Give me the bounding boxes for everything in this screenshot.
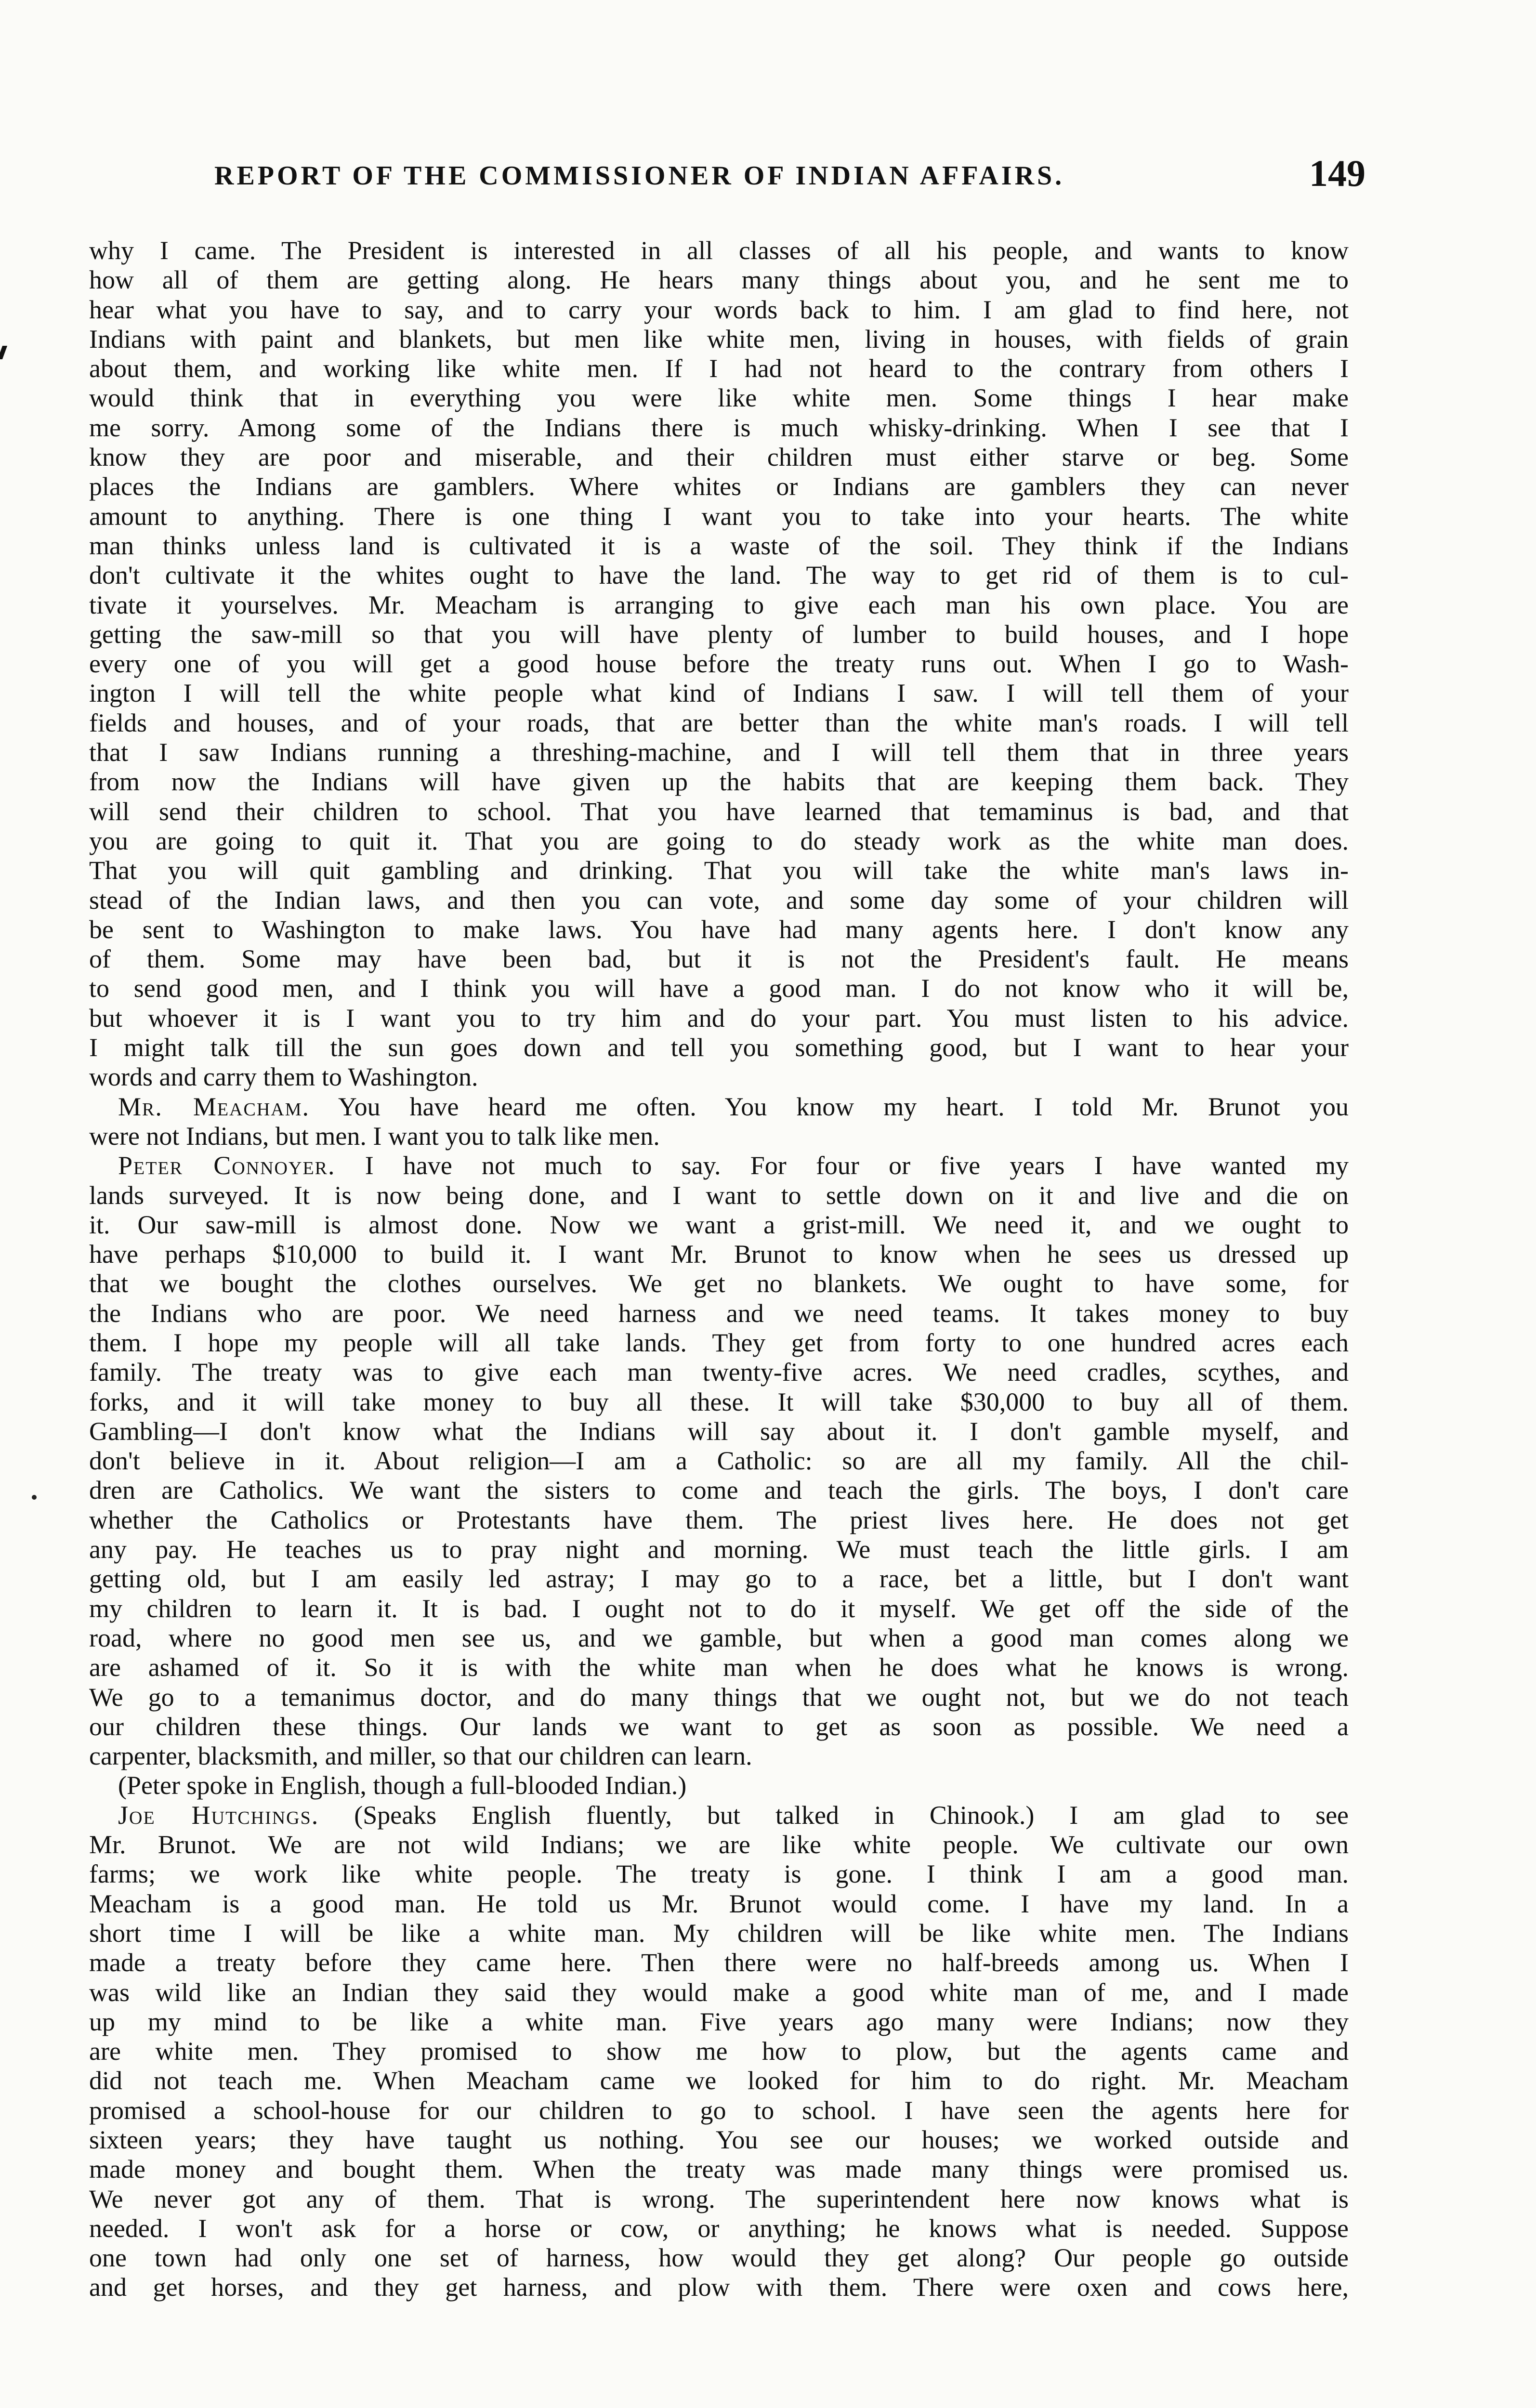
speaker-name: Mr. Meacham. <box>118 1092 310 1121</box>
text-line: promised a school-house for our children to go to school. I have seen the agents here for <box>89 2095 1349 2125</box>
text-line: stead of the Indian laws, and then you can vote, and some day some of your children will <box>89 885 1349 915</box>
text-line: don't cultivate it the whites ought to have the land. The way to get rid of them is to cul- <box>89 561 1349 590</box>
speech-meacham <box>89 1092 1349 1122</box>
text-line: would think that in everything you were like white men. Some things I hear make <box>89 383 1349 413</box>
text-line: any pay. He teaches us to pray night and morning. We must teach the little girls. I am <box>89 1535 1349 1564</box>
text-line: from now the Indians will have given up the habits that are keeping them back. They <box>89 767 1349 797</box>
speech-connoyer <box>89 1151 1349 1180</box>
text-line: sixteen years; they have taught us nothing. You see our houses; we worked outside and <box>89 2125 1349 2154</box>
text-line: every one of you will get a good house before the treaty runs out. When I go to Wash- <box>89 649 1349 679</box>
text-line: family. The treaty was to give each man twenty-five acres. We need cradles, scythes, and <box>89 1358 1349 1387</box>
speaker-name: Joe Hutchings. <box>118 1800 319 1830</box>
text-line: That you will quit gambling and drinking. That you will take the white man's laws in- <box>89 856 1349 885</box>
page-number: 149 <box>1309 152 1365 194</box>
text-line: and get horses, and they get harness, and plow with them. There were oxen and cows here, <box>89 2273 1349 2302</box>
text-line: have perhaps $10,000 to build it. I want Mr. Brunot to know when he sees us dressed up <box>89 1240 1349 1269</box>
text-line: Mr. Brunot. We are not wild Indians; we are like white people. We cultivate our own <box>89 1830 1349 1859</box>
text-line: lands surveyed. It is now being done, and I want to settle down on it and live and die on <box>89 1180 1349 1210</box>
text-line: tivate it yourselves. Mr. Meacham is arranging to give each man his own place. You are <box>89 590 1349 619</box>
text-line: are white men. They promised to show me how to plow, but the agents came and <box>89 2037 1349 2066</box>
text-line: Gambling—I don't know what the Indians will say about it. I don't gamble myself, and <box>89 1416 1349 1446</box>
text-line: but whoever it is I want you to try him and do your part. You must listen to his advice. <box>89 1003 1349 1033</box>
text-line: to send good men, and I think you will have a good man. I do not know who it will be, <box>89 974 1349 1003</box>
header-title: REPORT OF THE COMMISSIONER OF INDIAN AFFAIRS. <box>214 161 1065 191</box>
text-line: We go to a temanimus doctor, and do many things that we ought not, but we do not teach <box>89 1682 1349 1712</box>
text-line: carpenter, blacksmith, and miller, so that our children can learn. <box>89 1741 752 1771</box>
text-line: up my mind to be like a white man. Five years ago many were Indians; now they <box>89 2007 1349 2036</box>
speech-text: You have heard me often. You know my heart. I told Mr. Brunot you <box>338 1092 1349 1121</box>
text-line: will send their children to school. That you have learned that temaminus is bad, and that <box>89 797 1349 826</box>
speech-hutchings <box>89 1801 1349 1830</box>
margin-mark <box>0 346 7 359</box>
text-line: my children to learn it. It is bad. I ought not to do it myself. We get off the side of the <box>89 1594 1349 1623</box>
text-line: short time I will be like a white man. My children will be like white men. The Indians <box>89 1918 1349 1948</box>
editorial-note: (Peter spoke in English, though a full-blooded Indian.) <box>118 1771 687 1800</box>
text-line: words and carry them to Washington. <box>89 1062 478 1092</box>
speaker-name: Peter Connoyer. <box>118 1151 336 1180</box>
text-line: one town had only one set of harness, how would they get along? Our people go outside <box>89 2243 1349 2273</box>
text-line: We never got any of them. That is wrong. The superintendent here now knows what is <box>89 2184 1349 2213</box>
text-line: Indians with paint and blankets, but men like white men, living in houses, with fields of grain <box>89 324 1349 353</box>
speech-text: (Speaks English fluently, but talked in Chinook.) I am glad to see <box>354 1800 1349 1830</box>
text-line: needed. I won't ask for a horse or cow, or anything; he knows what is needed. Suppose <box>89 2213 1349 2243</box>
text-line: about them, and working like white men. If I had not heard to the contrary from others I <box>89 354 1349 383</box>
text-line: why I came. The President is interested in all classes of all his people, and wants to know <box>89 236 1349 265</box>
text-line: our children these things. Our lands we want to get as soon as possible. We need a <box>89 1712 1349 1741</box>
text-line: I might talk till the sun goes down and tell you something good, but I want to hear your <box>89 1033 1349 1062</box>
text-line: them. I hope my people will all take lands. They get from forty to one hundred acres each <box>89 1328 1349 1357</box>
text-line: fields and houses, and of your roads, that are better than the white man's roads. I will tell <box>89 708 1349 737</box>
text-line: places the Indians are gamblers. Where whites or Indians are gamblers they can never <box>89 472 1349 501</box>
text-line: that we bought the clothes ourselves. We get no blankets. We ought to have some, for <box>89 1269 1349 1298</box>
text-line: know they are poor and miserable, and their children must either starve or beg. Some <box>89 443 1349 472</box>
text-line: be sent to Washington to make laws. You have had many agents here. I don't know any <box>89 915 1349 944</box>
text-line: the Indians who are poor. We need harness and we need teams. It takes money to buy <box>89 1298 1349 1328</box>
text-line: were not Indians, but men. I want you to talk like men. <box>89 1121 660 1151</box>
text-line: getting the saw-mill so that you will have plenty of lumber to build houses, and I hope <box>89 619 1349 649</box>
text-line: made money and bought them. When the treaty was made many things were promised us. <box>89 2155 1349 2184</box>
text-line: Meacham is a good man. He told us Mr. Brunot would come. I have my land. In a <box>89 1889 1349 1918</box>
text-line: hear what you have to say, and to carry your words back to him. I am glad to find here, not <box>89 295 1349 324</box>
text-line: me sorry. Among some of the Indians there is much whisky-drinking. When I see that I <box>89 413 1349 442</box>
text-line: farms; we work like white people. The treaty is gone. I think I am a good man. <box>89 1859 1349 1889</box>
speech-text: I have not much to say. For four or five years I have wanted my <box>365 1151 1349 1180</box>
text-line: road, where no good men see us, and we gamble, but when a good man comes along we <box>89 1623 1349 1652</box>
text-line: that I saw Indians running a threshing-machine, and I will tell them that in three years <box>89 738 1349 767</box>
running-header <box>190 152 1370 205</box>
text-line: dren are Catholics. We want the sisters to come and teach the girls. The boys, I don't care <box>89 1476 1349 1505</box>
text-line: it. Our saw-mill is almost done. Now we want a grist-mill. We need it, and we ought to <box>89 1210 1349 1239</box>
text-line: of them. Some may have been bad, but it is not the President's fault. He means <box>89 944 1349 974</box>
text-line: whether the Catholics or Protestants have them. The priest lives here. He does not get <box>89 1505 1349 1534</box>
text-line: did not teach me. When Meacham came we looked for him to do right. Mr. Meacham <box>89 2066 1349 2095</box>
text-line: ington I will tell the white people what kind of Indians I saw. I will tell them of your <box>89 679 1349 708</box>
margin-dot <box>32 1495 37 1500</box>
text-line: are ashamed of it. So it is with the white man when he does what he knows is wrong. <box>89 1653 1349 1682</box>
text-line: amount to anything. There is one thing I want you to take into your hearts. The white <box>89 501 1349 531</box>
text-line: made a treaty before they came here. Then there were no half-breeds among us. When I <box>89 1948 1349 1977</box>
text-line: how all of them are getting along. He hears many things about you, and he sent me to <box>89 265 1349 295</box>
text-line: getting old, but I am easily led astray; I may go to a race, bet a little, but I don't want <box>89 1564 1349 1594</box>
text-line: forks, and it will take money to buy all these. It will take $30,000 to buy all of them. <box>89 1387 1349 1416</box>
text-line: don't believe in it. About religion—I am a Catholic: so are all my family. All the chil- <box>89 1446 1349 1476</box>
text-line: you are going to quit it. That you are going to do steady work as the white man does. <box>89 826 1349 855</box>
body-text <box>89 236 1349 2303</box>
text-line: was wild like an Indian they said they would make a good white man of me, and I made <box>89 1977 1349 2007</box>
text-line: man thinks unless land is cultivated it is a waste of the soil. They think if the Indians <box>89 531 1349 560</box>
